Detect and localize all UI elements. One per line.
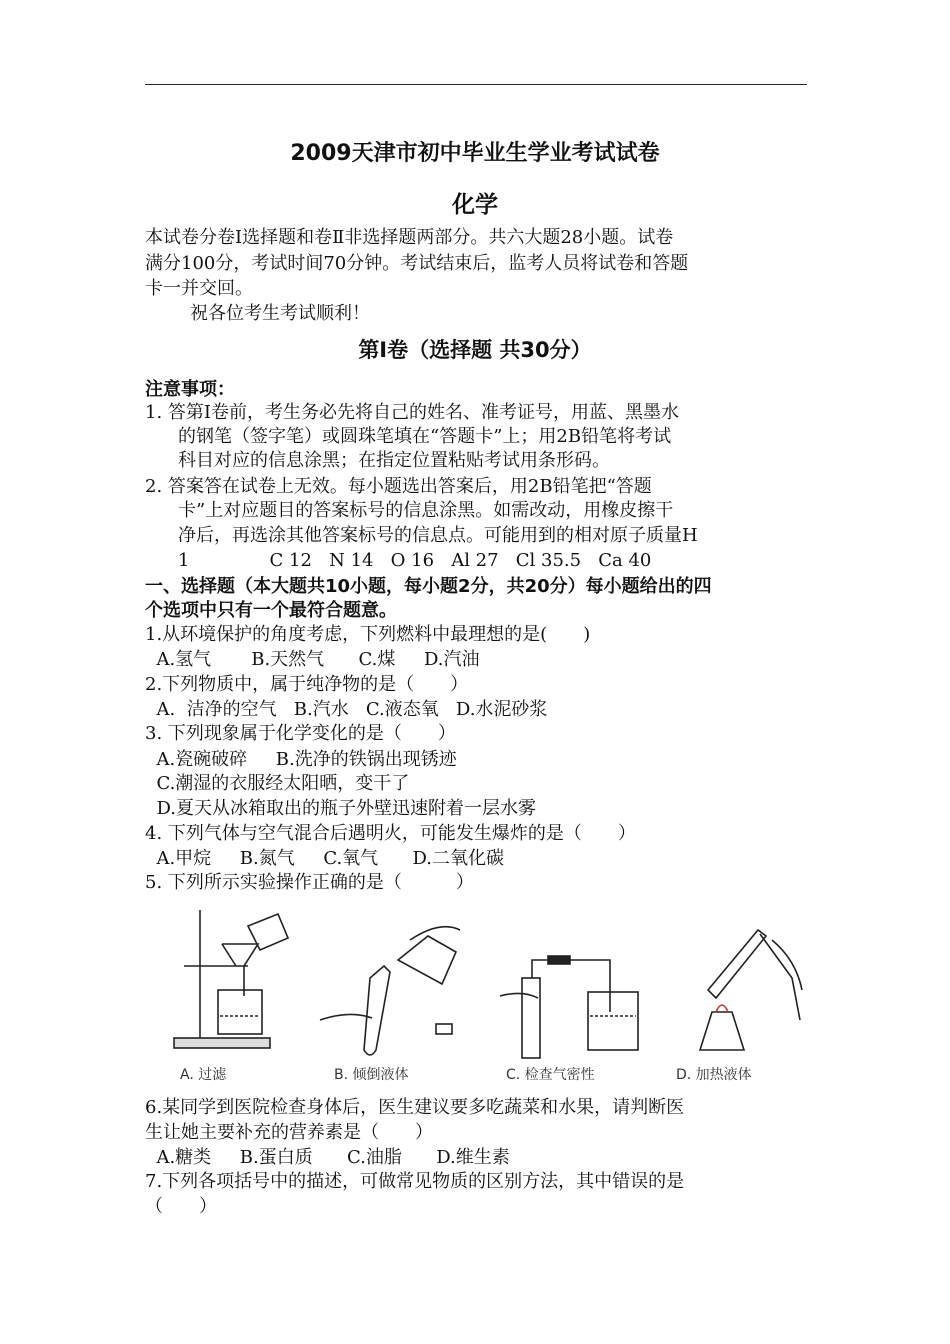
figure-caption-c: C. 检查气密性 (506, 1067, 595, 1083)
question-3-option-c: C.潮湿的衣服经太阳晒，变干了 (145, 773, 410, 794)
notice-title: 注意事项： (145, 379, 235, 400)
figure-caption-b: B. 倾倒液体 (334, 1067, 409, 1083)
top-rule (145, 84, 807, 85)
question-2-options: A. 洁净的空气 B.汽水 C.液态氧 D.水泥砂浆 (145, 699, 548, 720)
question-1: 1.从环境保护的角度考虑，下列燃料中最理想的是( ) (145, 624, 591, 645)
notice-line: 2. 答案答在试卷上无效。每小题选出答案后，用2B铅笔把“答题 (145, 476, 652, 497)
figure-caption-a: A. 过滤 (180, 1067, 227, 1083)
notice-line: 1. 答第Ⅰ卷前，考生务必先将自己的姓名、准考证号，用蓝、黑墨水 (145, 402, 680, 423)
question-3: 3. 下列现象属于化学变化的是（ ） (145, 723, 456, 744)
section-heading: 一、选择题（本大题共10小题，每小题2分，共20分）每小题给出的四 (145, 576, 712, 597)
question-7: 7.下列各项括号中的描述，可做常见物质的区别方法，其中错误的是 (145, 1171, 685, 1192)
intro-line: 卡一并交回。 (145, 278, 253, 299)
heating-liquid-icon (700, 930, 802, 1050)
notice-line: 科目对应的信息涂黑；在指定位置粘贴考试用条形码。 (178, 450, 610, 471)
question-6: 生让她主要补充的营养素是（ ） (145, 1122, 433, 1143)
question-1-options: A.氢气 B.天然气 C.煤 D.汽油 (145, 649, 480, 670)
question-4-options: A.甲烷 B.氮气 C.氧气 D.二氧化碳 (145, 848, 505, 869)
figure-caption-d: D. 加热液体 (676, 1067, 752, 1083)
filtration-apparatus-icon (174, 910, 288, 1048)
exam-title: 2009天津市初中毕业生学业考试试卷 (290, 141, 660, 166)
intro-line: 满分100分，考试时间70分钟。考试结束后，监考人员将试卷和答题 (145, 253, 689, 274)
airtightness-check-icon (500, 956, 638, 1058)
pouring-liquid-icon (320, 927, 460, 1055)
question-4: 4. 下列气体与空气混合后遇明火，可能发生爆炸的是（ ） (145, 823, 636, 844)
question-3-option-d: D.夏天从冰箱取出的瓶子外壁迅速附着一层水雾 (145, 798, 536, 819)
notice-line: 卡”上对应题目的答案标号的信息涂黑。如需改动，用橡皮擦干 (178, 500, 674, 521)
question-3-options: A.瓷碗破碎 B.洗净的铁锅出现锈迹 (145, 749, 457, 770)
question-6: 6.某同学到医院检查身体后，医生建议要多吃蔬菜和水果，请判断医 (145, 1097, 685, 1118)
question-6-options: A.糖类 B.蛋白质 C.油脂 D.维生素 (145, 1147, 510, 1168)
intro-wish: 祝各位考生考试顺利！ (190, 303, 370, 324)
notice-line: 的钢笔（签字笔）或圆珠笔填在“答题卡”上；用2B铅笔将考试 (178, 426, 672, 447)
subject-title: 化学 (452, 192, 498, 218)
question-2: 2.下列物质中，属于纯净物的是（ ） (145, 674, 469, 695)
intro-line: 本试卷分卷Ⅰ选择题和卷Ⅱ非选择题两部分。共六大题28小题。试卷 (145, 227, 674, 248)
question-5: 5. 下列所示实验操作正确的是（ ） (145, 872, 474, 893)
atomic-masses: 1 C 12 N 14 O 16 Al 27 Cl 35.5 Ca 40 (178, 550, 652, 571)
notice-line: 净后，再选涂其他答案标号的信息点。可能用到的相对原子质量H (178, 525, 698, 546)
question-7: （ ） (145, 1196, 217, 1217)
part1-heading: 第Ⅰ卷（选择题 共30分） (358, 338, 592, 362)
section-heading: 个选项中只有一个最符合题意。 (145, 600, 397, 621)
